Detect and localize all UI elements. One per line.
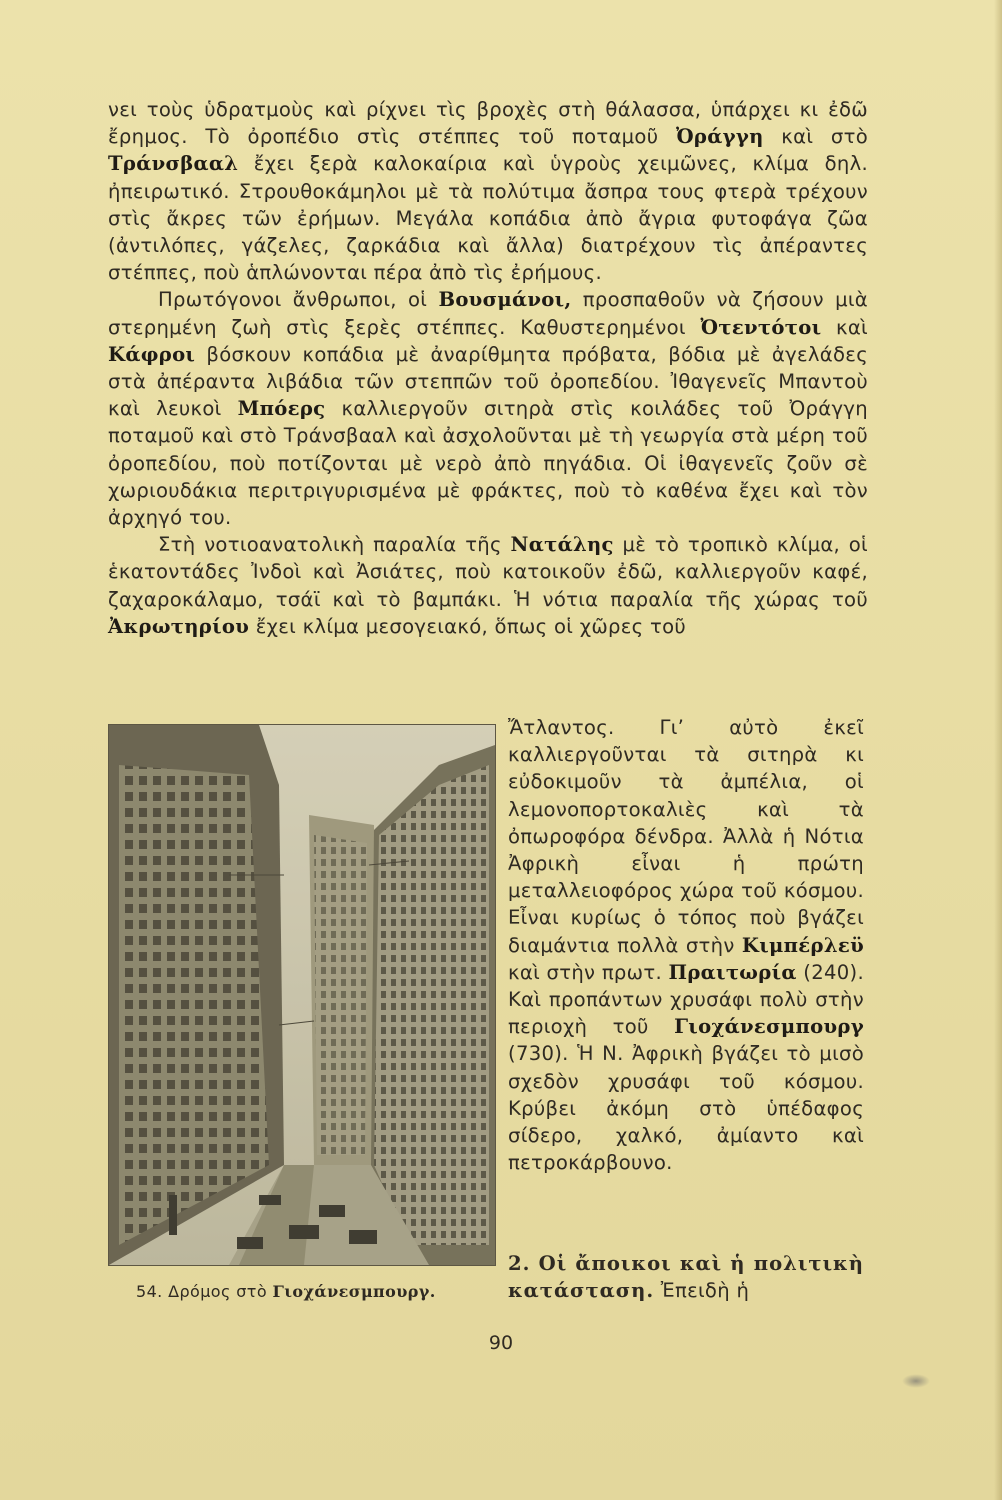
place-kimberley: Κιμπέρλεϋ	[741, 933, 864, 957]
place-transvaal: Τράνσβααλ	[108, 152, 239, 176]
text-run: Πρωτόγονοι ἄνθρωποι, οἱ	[158, 288, 439, 312]
text-run: καὶ στὸ	[763, 125, 868, 149]
page-edge-shadow	[994, 0, 1002, 1500]
text-run: κι ἐδῶ ἔρημος. Τὸ ὀροπέδιο στὶς στέππες τοῦ ποταμοῦ	[108, 98, 868, 149]
figure-caption	[136, 1282, 436, 1302]
photo-illustration	[109, 725, 495, 1265]
page-number: 90	[488, 1332, 514, 1354]
text-run: νει τοὺς ὑδρατμοὺς καὶ ρίχνει τὶς βροχὲς στὴ θάλασσα, ὑπάρχει	[108, 98, 791, 121]
place-johannesburg: Γιοχάνεσμπουργ	[674, 1015, 864, 1039]
text-run: καλλιεργοῦν σιτηρὰ στὶς κοιλάδες τοῦ Ὀράγγη ποταμοῦ καὶ στὸ Τράνσβααλ καὶ ἀσχολοῦνται μὲ τὴ γεωργία στὰ μέρη τοῦ ὀροπεδίου, ποὺ ποτίζονται μὲ νερὸ ἀπὸ πηγάδια. Οἱ ἰθαγενεῖς ζοῦν σὲ χωριουδάκια περιτριγυρισμένα μὲ φράκτες, ποὺ τὸ καθένα ἔχει καὶ τὸν ἀρχηγό του.	[108, 397, 868, 530]
text-run: μὲ τὸ τροπικὸ κλίμα, οἱ ἑκατοντάδες Ἰνδοὶ καὶ Ἀσιάτες, ποὺ κατοικοῦν ἐδῶ, καλλιεργοῦν καφέ, ζαχαροκάλαμο, τσάϊ καὶ τὸ βαμπάκι. Ἡ νότια παραλία τῆς χώρας τοῦ	[108, 533, 868, 611]
text-run: Ἄτλαντος. Γι’ αὐτὸ ἐκεῖ καλλιεργοῦνται τὰ σιτηρὰ κι εὐδοκιμοῦν τὰ ἀμπέλια, οἱ λεμονοπορτοκαλιὲς καὶ τὰ ὀπωροφόρα δένδρα. Ἀλλὰ ἡ Νότια Ἀφρικὴ εἶναι ἡ πρώτη μεταλλειοφόρος χώρα τοῦ κόσμου. Εἶναι κυρίως ὁ τόπος ποὺ βγάζει διαμάντια πολλὰ στὴν	[508, 716, 864, 957]
paragraph-3	[108, 531, 868, 640]
johannesburg-street-photo	[108, 724, 496, 1266]
caption-place: Γιοχάνεσμπουργ.	[272, 1282, 436, 1301]
paragraph-3-cont	[508, 714, 864, 1176]
ink-smudge	[902, 1374, 930, 1388]
place-orange-river: Ὀράγγη	[675, 125, 764, 149]
term-hottentots: Ὀτεντότοι	[700, 315, 822, 339]
place-natal: Νατάλης	[510, 533, 614, 557]
text-run: Ἐπειδὴ ἡ	[654, 1279, 750, 1303]
text-run: Στὴ νοτιοανατολικὴ παραλία τῆς	[158, 533, 511, 557]
place-cape: Ἀκρωτηρίου	[108, 614, 250, 638]
text-run: προσπαθοῦν νὰ ζήσουν μιὰ στερημένη ζωὴ στὶς ξερὲς στέππες. Καθυστερημένοι	[108, 288, 868, 339]
text-run: ἔχει κλίμα μεσογειακό, ὅπως οἱ χῶρες τοῦ	[249, 614, 687, 638]
text-run: (730). Ἡ Ν. Ἀφρικὴ βγάζει τὸ μισὸ σχεδὸν χρυσάφι τοῦ κόσμου. Κρύβει ἀκόμη στὸ ὑπέδαφος σίδερο, χαλκό, ἀμίαντο καὶ πετροκάρβουνο.	[508, 1042, 864, 1175]
text-run: καὶ στὴν πρωτ.	[508, 960, 669, 984]
text-run: ἔχει ξερὰ καλοκαίρια καὶ ὑγροὺς χειμῶνες, κλίμα δηλ. ἠπειρωτικό. Στρουθοκάμηλοι μὲ τὰ πολύτιμα ἄσπρα τους φτερὰ τρέχουν στὶς ἄκρες τῶν ἐρήμων. Μεγάλα κοπάδια ἀπὸ ἄγρια φυτοφάγα ζῶα (ἀντιλόπες, γάζελες, ζαρκάδια καὶ ἄλλα) διατρέχουν τὶς ἀπέραντες στέππες, ποὺ ἁπλώνονται πέρα ἀπὸ τὶς ἐρήμους.	[108, 152, 868, 285]
section-2-start	[508, 1250, 864, 1304]
text-run: βόσκουν κοπάδια μὲ ἀναρίθμητα πρόβατα, βόδια μὲ ἀγελάδες στὰ ἀπέραντα λιβάδια τῶν στεππῶν τοῦ ὀροπεδίου. Ἰθαγενεῖς Μπαντοὺ καὶ λευκοὶ	[108, 342, 868, 421]
right-column-text	[508, 714, 864, 1176]
term-bushmen: Βουσμάνοι,	[438, 288, 572, 312]
place-pretoria: Πραιτωρία	[668, 960, 797, 984]
term-kaffirs: Κάφροι	[108, 342, 196, 366]
paragraph-2	[108, 286, 868, 531]
section-title: 2. Οἱ ἄποικοι καὶ ἡ πολιτικὴ κατάσταση.	[508, 1252, 864, 1303]
text-run: (240). Καὶ προπάντων χρυσάφι πολὺ στὴν περιοχὴ τοῦ	[508, 960, 865, 1039]
text-run: καὶ	[821, 315, 868, 339]
main-text	[108, 96, 868, 640]
paragraph-1	[108, 96, 868, 286]
term-boers: Μπόερς	[237, 397, 326, 421]
caption-text: 54. Δρόμος στὸ	[136, 1282, 273, 1301]
section-heading	[508, 1250, 864, 1304]
